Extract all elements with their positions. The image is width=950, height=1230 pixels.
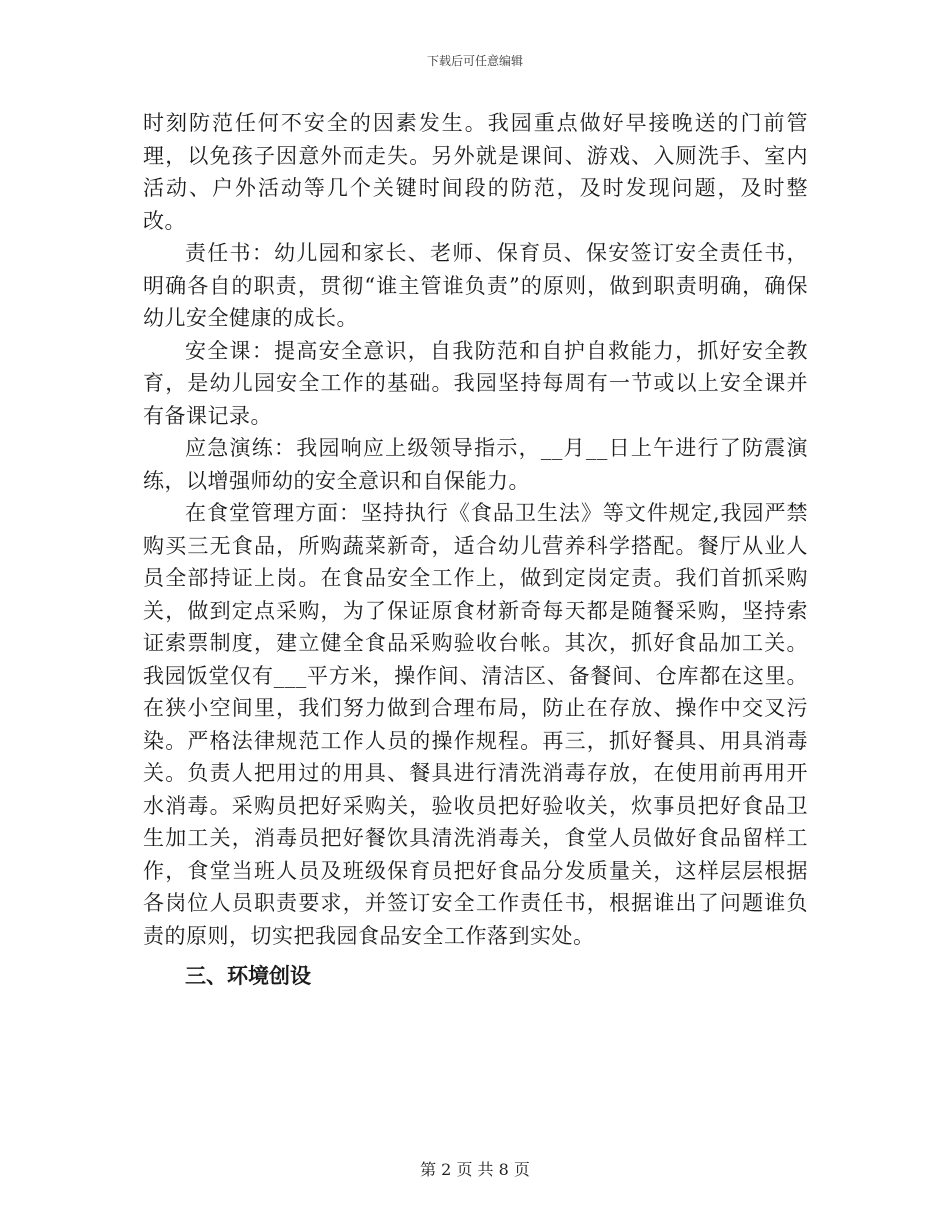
page-number: 第 2 页 共 8 页 xyxy=(420,1160,530,1179)
page-header-note: 下载后可任意编辑 xyxy=(426,54,523,68)
body-paragraph-safety-class: 安全课：提高安全意识，自我防范和自护自救能力，抓好安全教育，是幼儿园安全工作的基础。我园坚持每周有一节或以上安全课并有备课记录。 xyxy=(143,338,808,428)
body-paragraph-continuation: 时刻防范任何不安全的因素发生。我园重点做好早接晚送的门前管理，以免孩子因意外而走失。另外就是课间、游戏、入厕洗手、室内活动、户外活动等几个关键时间段的防范，及时发现问题，及时整改。 xyxy=(143,111,808,233)
section-heading: 三、环境创设 xyxy=(185,964,311,988)
document-body xyxy=(143,107,808,993)
body-paragraph-responsibility: 责任书：幼儿园和家长、老师、保育员、保安签订安全责任书，明确各自的职责，贯彻“谁主管谁负责”的原则，做到职责明确，确保幼儿安全健康的成长。 xyxy=(143,241,808,330)
body-paragraph-emergency-drill: 应急演练：我园响应上级领导指示，__月__日上午进行了防震演练，以增强师幼的安全意识和自保能力。 xyxy=(143,436,808,493)
body-paragraph-canteen: 在食堂管理方面：坚持执行《食品卫生法》等文件规定,我园严禁购买三无食品，所购蔬菜新奇，适合幼儿营养科学搭配。餐厅从业人员全部持证上岗。在食品安全工作上，做到定岗定责。我们首抓采购关，做到定点采购，为了保证原食材新奇每天都是随餐采购，坚持索证索票制度，建立健全食品采购验收台帐。其次，抓好食品加工关。我园饭堂仅有___平方米，操作间、清洁区、备餐间、仓库都在这里。在狭小空间里，我们努力做到合理布局，防止在存放、操作中交叉污染。严格法律规范工作人员的操作规程。再三，抓好餐具、用具消毒关。负责人把用过的用具、餐具进行清洗消毒存放，在使用前再用开水消毒。采购员把好采购关，验收员把好验收关，炊事员把好食品卫生加工关，消毒员把好餐饮具清洗消毒关，食堂人员做好食品留样工作，食堂当班人员及班级保育员把好食品分发质量关，这样层层根据各岗位人员职责要求，并签订安全工作责任书，根据谁出了问题谁负责的原则，切实把我园食品安全工作落到实处。 xyxy=(143,501,808,948)
